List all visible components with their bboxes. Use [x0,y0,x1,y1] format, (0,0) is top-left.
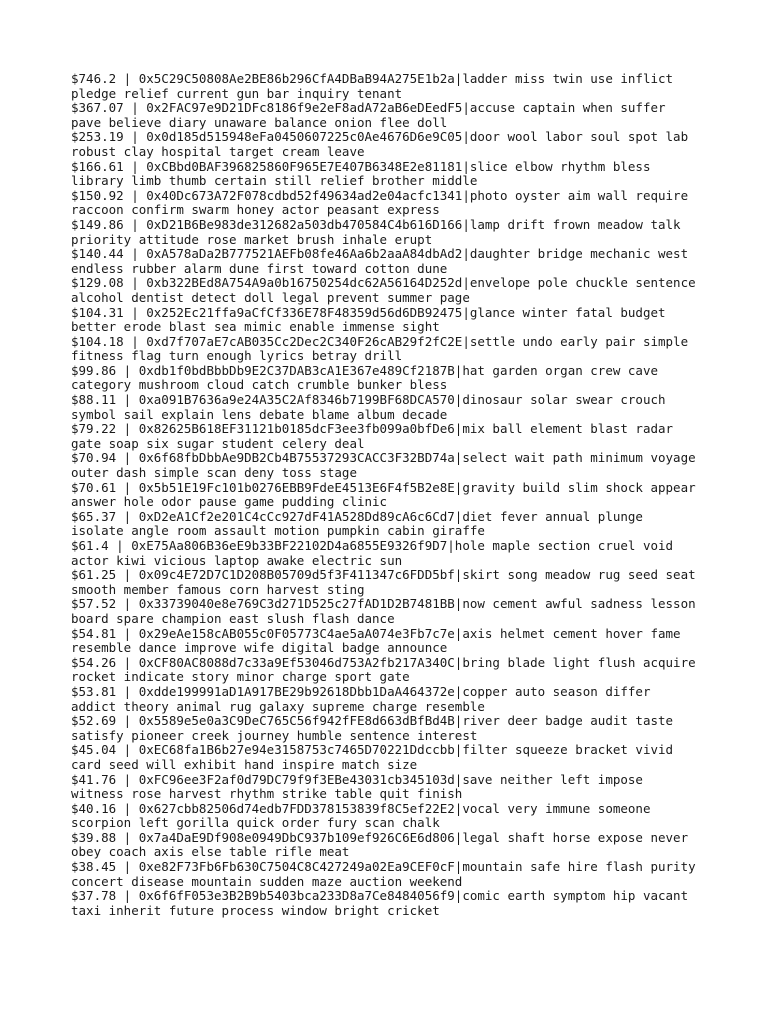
ledger-entry: $129.08 | 0xb322BEd8A754A9a0b16750254dc62A56164D252d|envelope pole chuckle sentence alcohol dentist detect doll legal prevent summer page [71,275,696,305]
ledger-entry: $253.19 | 0x0d185d515948eFa0450607225c0Ae4676D6e9C05|door wool labor soul spot lab robust clay hospital target cream leave [71,129,689,159]
ledger-entry: $53.81 | 0xdde199991aD1A917BE29b92618Dbb1DaA464372e|copper auto season differ addict theory animal rug galaxy supreme charge resemble [71,683,651,714]
ledger-entry: $104.18 | 0xd7f707aE7cAB035Cc2Dec2C340F26cAB29f2fC2E|settle undo early pair simple fitness flag turn enough lyrics betray drill [71,333,689,364]
ledger-entry: $88.11 | 0xa091B7636a9e24A35C2Af8346b7199BF68DCA570|dinosaur solar swear crouch symbol sail explain lens debate blame album decade [71,392,666,422]
ledger-entry: $70.61 | 0x5b51E19Fc101b0276EBB9FdeE4513E6F4f5B2e8E|gravity build slim shock appear answer hole odor pause game pudding clinic [71,479,696,510]
ledger-entry: $367.07 | 0x2FAC97e9D21DFc8186f9e2eF8adA72aB6eDEedF5|accuse captain when suffer pave believe diary unaware balance onion flee doll [71,100,666,130]
ledger-entry: $70.94 | 0x6f68fbDbbAe9DB2Cb4B75537293CACC3F32BD74a|select wait path minimum voyage outer dash simple scan deny toss stage [71,450,696,481]
ledger-entry: $41.76 | 0xFC96ee3F2af0d79DC79f9f3EBe43031cb345103d|save neither left impose witness rose harvest rhythm strike table quit finish [71,771,643,802]
ledger-entry: $79.22 | 0x82625B618EF31121b0185dcF3ee3fb099a0bfDe6|mix ball element blast radar gate soap six sugar student celery deal [71,421,674,451]
ledger-entry: $40.16 | 0x627cbb82506d74edb7FDD378153839f8C5ef22E2|vocal very immune someone scorpion left gorilla quick order fury scan chalk [71,800,651,831]
ledger-entry: $166.61 | 0xCBbd0BAF396825860F965E7E407B6348E2e81181|slice elbow rhythm bless library limb thumb certain still relief brother middle [71,158,651,189]
ledger-list [71,72,711,918]
ledger-entry: $45.04 | 0xEC68fa1B6b27e94e3158753c7465D70221Ddccbb|filter squeeze bracket vivid card seed will exhibit hand inspire match size [71,742,674,772]
ledger-entry: $39.88 | 0x7a4DaE9Df908e0949DbC937b109ef926C6E6d806|legal shaft horse expose never obey coach axis else table rifle meat [71,829,689,860]
ledger-entry: $149.86 | 0xD21B6Be983de312682a503db470584C4b616D166|lamp drift frown meadow talk priority attitude rose market brush inhale erupt [71,216,681,247]
ledger-entry: $99.86 | 0xdb1f0bdBbbDb9E2C37DAB3cA1E367e489Cf2187B|hat garden organ crew cave category mushroom cloud catch crumble bunker bless [71,362,658,393]
ledger-entry: $61.25 | 0x09c4E72D7C1D208B05709d5f3F411347c6FDD5bf|skirt song meadow rug seed seat smooth member famous corn harvest sting [71,567,696,597]
ledger-entry: $38.45 | 0xe82F73Fb6Fb630C7504C8C427249a02Ea9CEF0cF|mountain safe hire flash purity concert disease mountain sudden maze auction weekend [71,859,696,889]
ledger-entry: $104.31 | 0x252Ec21ffa9aCfCf336E78F48359d56d6DB92475|glance winter fatal budget better erode blast sea mimic enable immense sight [71,304,666,335]
ledger-entry: $65.37 | 0xD2eA1Cf2e201C4cCc927dF41A528Dd89cA6c6Cd7|diet fever annual plunge isolate angle room assault motion pumpkin cabin giraffe [71,508,643,539]
ledger-entry: $57.52 | 0x33739040e8e769C3d271D525c27fAD1D2B7481BB|now cement awful sadness lesson board spare champion east slush flash dance [71,596,696,626]
ledger-entry: $52.69 | 0x5589e5e0a3C9DeC765C56f942fFE8d663dBfBd4B|river deer badge audit taste satisfy pioneer creek journey humble sentence interest [71,713,674,743]
ledger-entry: $37.78 | 0x6f6fF053e3B2B9b5403bca233D8a7Ce8484056f9|comic earth symptom hip vacant taxi inherit future process window bright cricket [71,888,689,918]
ledger-entry: $54.26 | 0xCF80AC8088d7c33a9Ef53046d753A2fb217A340C|bring blade light flush acquire rocket indicate story minor charge sport gate [71,654,696,685]
ledger-entry: $746.2 | 0x5C29C50808Ae2BE86b296CfA4DBaB94A275E1b2a|ladder miss twin use inflict pledge relief current gun bar inquiry tenant [71,71,674,101]
ledger-entry: $140.44 | 0xA578aDa2B777521AEFb08fe46Aa6b2aaA84dbAd2|daughter bridge mechanic west endless rubber alarm dune first toward cotton dune [71,246,689,276]
ledger-entry: $150.92 | 0x40Dc673A72F078cdbd52f49634ad2e04acfc1341|photo oyster aim wall require raccoon confirm swarm honey actor peasant express [71,187,689,218]
ledger-entry: $54.81 | 0x29eAe158cAB055c0F05773C4ae5aA074e3Fb7c7e|axis helmet cement hover fame resemble dance improve wife digital badge announce [71,625,681,656]
ledger-entry: $61.4 | 0xE75Aa806B36eE9b33BF22102D4a6855E9326f9D7|hole maple section cruel void actor kiwi vicious laptop awake electric sun [71,538,674,568]
